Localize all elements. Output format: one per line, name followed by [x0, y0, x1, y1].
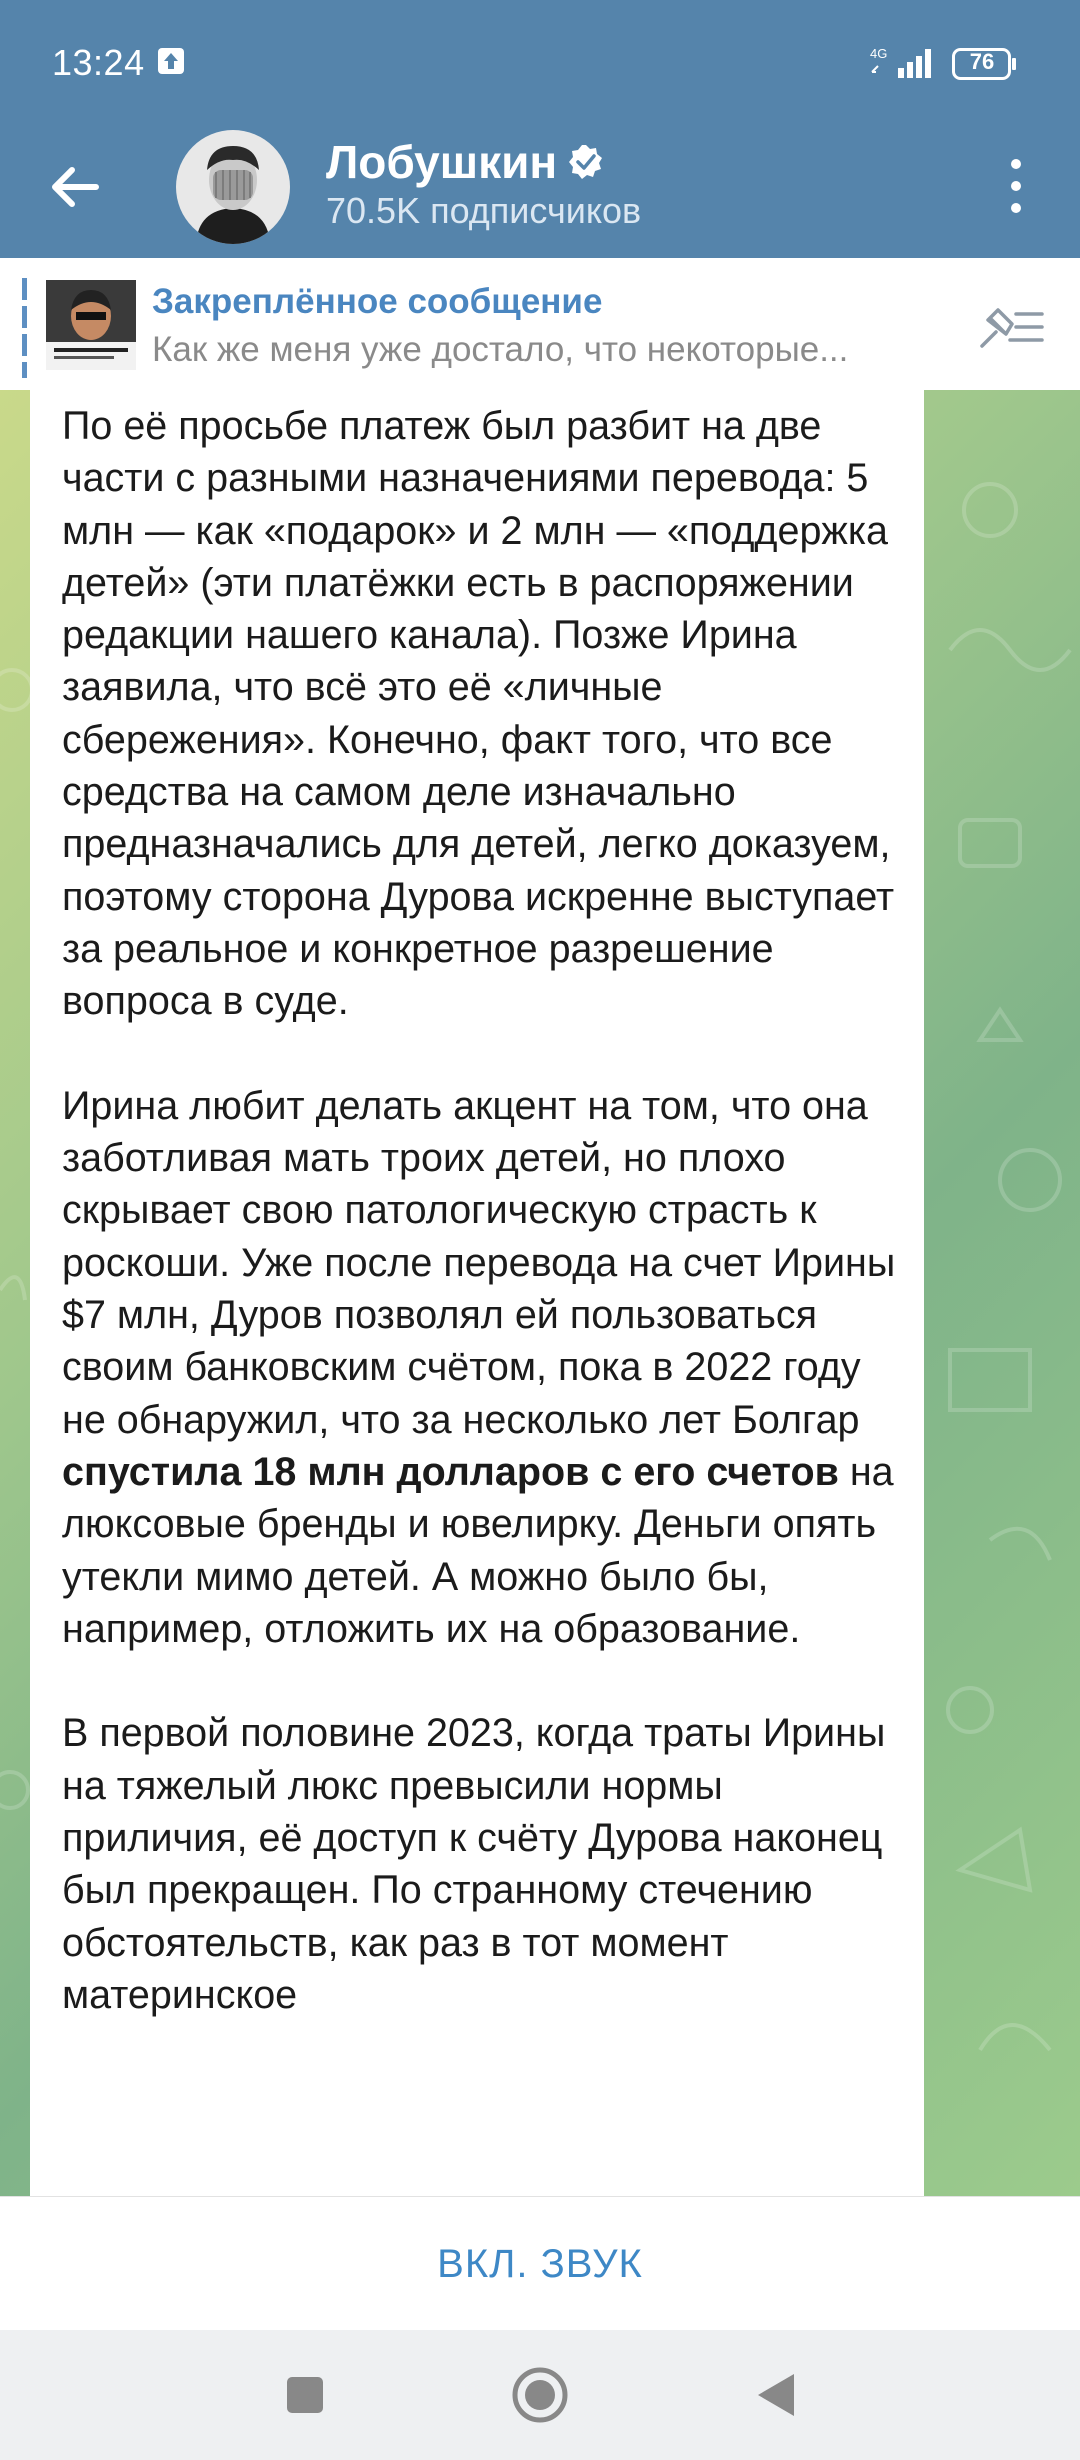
channel-header — [0, 130, 1080, 258]
bottom-bar — [0, 2196, 1080, 2331]
home-icon[interactable] — [505, 2360, 575, 2430]
pinned-indicator — [22, 278, 27, 378]
battery-level: 76 — [969, 49, 995, 74]
status-bar — [0, 0, 1080, 130]
back-icon[interactable] — [742, 2360, 812, 2430]
pinned-preview: Как же меня уже достало, что некоторые... — [152, 330, 849, 369]
pinned-message-bar[interactable] — [0, 258, 1080, 391]
message-paragraph: В первой половине 2023, когда траты Ирины на тяжелый люкс превысили нормы приличия, её доступ к счёту Дурова наконец был прекращен. По странному стечению обстоятельств, как раз в тот момент материнское — [62, 1711, 886, 2017]
unmute-button[interactable]: ВКЛ. ЗВУК — [437, 2241, 643, 2286]
message-paragraph: По её просьбе платеж был разбит на две части с разными назначениями перевода: 5 млн — как «подарок» и 2 млн — «поддержка детей» (эти платёжки есть в распоряжении редакции нашего канала). Позже Ирина заявила, что всё это её «личные сбережения». Конечно, факт того, что все средства на самом деле изначально предназначались для детей, легко доказуем, поэтому сторона Дурова искренне выступает за реальное и конкретное разрешение вопроса в суде. — [62, 404, 895, 1024]
verified-icon — [567, 143, 605, 181]
message-bubble[interactable] — [30, 390, 924, 2196]
unpin-icon[interactable] — [976, 302, 1046, 352]
back-arrow-icon[interactable] — [40, 152, 110, 222]
channel-title-row[interactable] — [326, 132, 605, 192]
pinned-title: Закреплённое сообщение — [152, 282, 603, 321]
recents-icon[interactable] — [270, 2360, 340, 2430]
network-type-label: 4G — [870, 46, 888, 61]
upload-icon — [156, 46, 186, 76]
message-bold-text: спустила 18 млн долларов с его счетов — [62, 1449, 839, 1494]
chat-area[interactable] — [0, 390, 1080, 2196]
system-nav-bar — [0, 2330, 1080, 2460]
more-vert-icon[interactable] — [996, 154, 1036, 218]
message-paragraph: Ирина любит делать акцент на том, что она заботливая мать троих детей, но плохо скрывает свою патологическую страсть к роскоши. Уже после перевода на счет Ирины $7 млн, Дуров позволял ей пользоваться своим банковским счётом, пока в 2022 году не обнаружил, что за несколько лет Болгар спустила 18 млн долларов с его счетов на люксовые бренды и ювелирку. Деньги опять утекли мимо детей. А можно было бы, например, отложить их на образование. — [62, 1083, 896, 1651]
pinned-thumbnail — [46, 280, 136, 370]
subscriber-count: 70.5K подписчиков — [326, 190, 642, 231]
signal-icon — [868, 44, 940, 80]
message-text — [62, 400, 902, 2074]
avatar[interactable] — [176, 130, 290, 244]
status-time: 13:24 — [52, 42, 145, 83]
channel-title: Лобушкин — [326, 136, 558, 188]
